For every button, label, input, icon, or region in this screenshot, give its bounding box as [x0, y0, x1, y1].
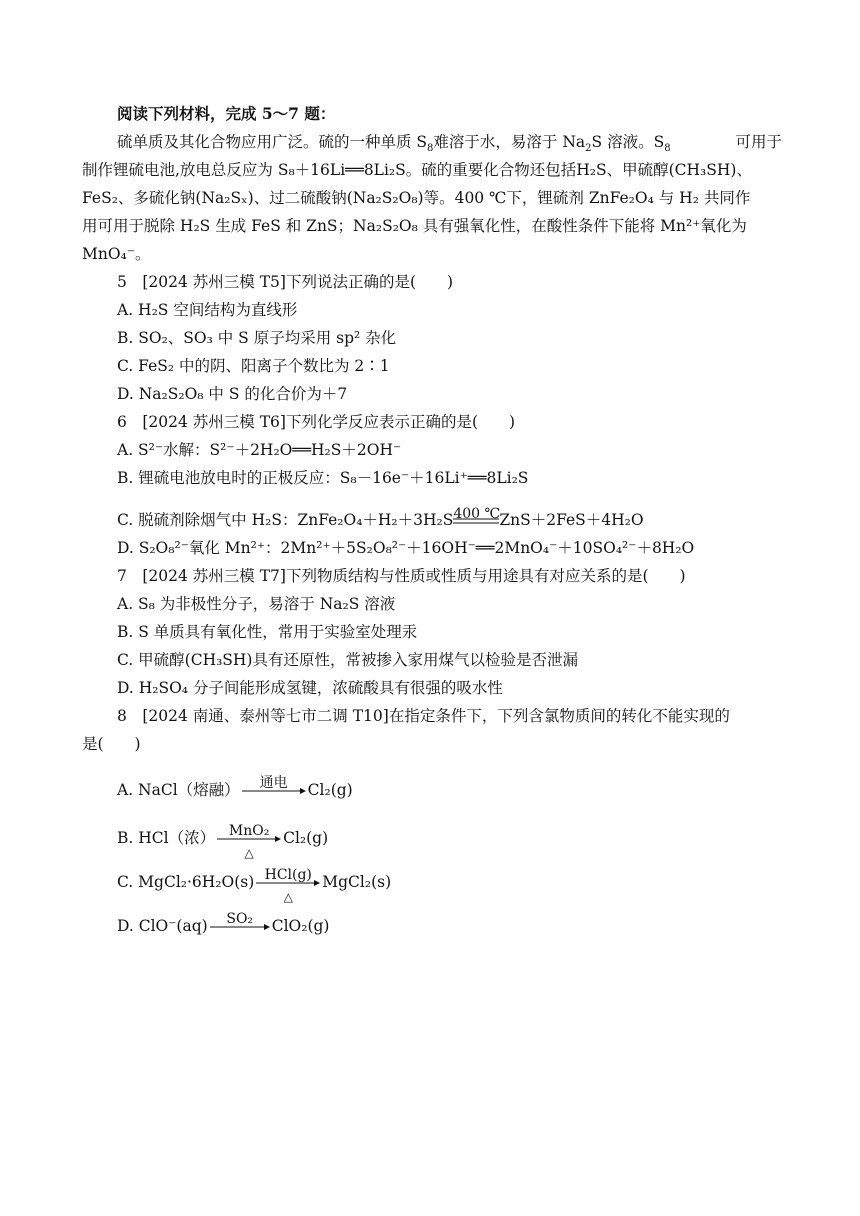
q5-option-c: C. FeS₂ 中的阴、阳离子个数比为 2∶1 [117, 357, 390, 375]
reaction-arrow: 通电 [242, 787, 306, 795]
material-line-2: 制作锂硫电池,放电总反应为 S₈＋16Li══8Li₂S。硫的重要化合物还包括H₂S、甲硫醇(CH₃SH)、 [82, 161, 752, 179]
q8-option-a: A. NaCl（熔融） 通电 Cl₂(g) [117, 775, 353, 799]
q5-option-a: A. H₂S 空间结构为直线形 [117, 301, 298, 319]
reaction-arrow: MnO₂ △ [217, 835, 281, 843]
question-5-stem: 5 [2024 苏州三模 T5]下列说法正确的是( ) [117, 273, 454, 291]
reading-instruction: 阅读下列材料，完成 5～7 题： [117, 104, 336, 123]
q7-option-c: C. 甲硫醇(CH₃SH)具有还原性，常被掺入家用煤气以检验是否泄漏 [117, 651, 578, 669]
q5-option-d: D. Na₂S₂O₈ 中 S 的化合价为＋7 [117, 385, 348, 403]
q5-option-b: B. SO₂、SO₃ 中 S 原子均采用 sp² 杂化 [117, 329, 397, 347]
q6-option-b: B. 锂硫电池放电时的正极反应：S₈－16e⁻＋16Li⁺══8Li₂S [117, 469, 529, 487]
material-line-4: 用可用于脱除 H₂S 生成 FeS 和 ZnS；Na₂S₂O₈ 具有强氧化性，在酸性条件下能将 Mn²⁺氧化为 [82, 217, 747, 235]
q6-option-d: D. S₂O₈²⁻氧化 Mn²⁺：2Mn²⁺＋5S₂O₈²⁻＋16OH⁻══2MnO₄⁻＋10SO₄²⁻＋8H₂O [117, 539, 695, 557]
material-line-1: 硫单质及其化合物应用广泛。硫的一种单质 $S_8$难溶于水，易溶于 $Na_2S$ 溶液。$S_8$ 可用于 [117, 133, 782, 155]
document-page [82, 100, 782, 940]
material-line-5: MnO₄⁻。 [82, 245, 151, 263]
material-line-3: FeS₂、多硫化钠(Na₂Sₓ)、过二硫酸钠(Na₂S₂O₈)等。400 ℃下，锂硫剂 ZnFe₂O₄ 与 H₂ 共同作 [82, 189, 751, 207]
q7-option-b: B. S 单质具有氧化性，常用于实验室处理汞 [117, 623, 418, 641]
q6-option-c: C. 脱硫剂除烟气中 H₂S：ZnFe₂O₄＋H₂＋3H₂S 400 ℃ ZnS＋2FeS＋4H₂O [117, 506, 644, 529]
q8-option-b: B. HCl（浓） MnO₂ △ Cl₂(g) [117, 823, 329, 860]
question-7-stem: 7 [2024 苏州三模 T7]下列物质结构与性质或性质与用途具有对应关系的是( ) [117, 567, 686, 585]
reaction-arrow: HCl(g) △ [256, 879, 320, 887]
reaction-arrow: SO₂ [210, 923, 270, 931]
q8-option-d: D. ClO⁻(aq) SO₂ ClO₂(g) [117, 911, 330, 935]
question-8-stem: 8 [2024 南通、泰州等七市二调 T10]在指定条件下，下列含氯物质间的转化不能实现的 [117, 707, 730, 725]
q7-option-d: D. H₂SO₄ 分子间能形成氢键，浓硫酸具有很强的吸水性 [117, 679, 503, 697]
question-6-stem: 6 [2024 苏州三模 T6]下列化学反应表示正确的是( ) [117, 413, 516, 431]
q8-option-c: C. MgCl₂·6H₂O(s) HCl(g) △ MgCl₂(s) [117, 867, 392, 904]
q6-option-a: A. S²⁻水解：S²⁻＋2H₂O══H₂S＋2OH⁻ [117, 441, 402, 459]
q7-option-a: A. S₈ 为非极性分子，易溶于 Na₂S 溶液 [117, 595, 396, 613]
question-8-stem-cont: 是( ) [82, 735, 141, 753]
condition-equals-sign: 400 ℃ [453, 506, 501, 522]
